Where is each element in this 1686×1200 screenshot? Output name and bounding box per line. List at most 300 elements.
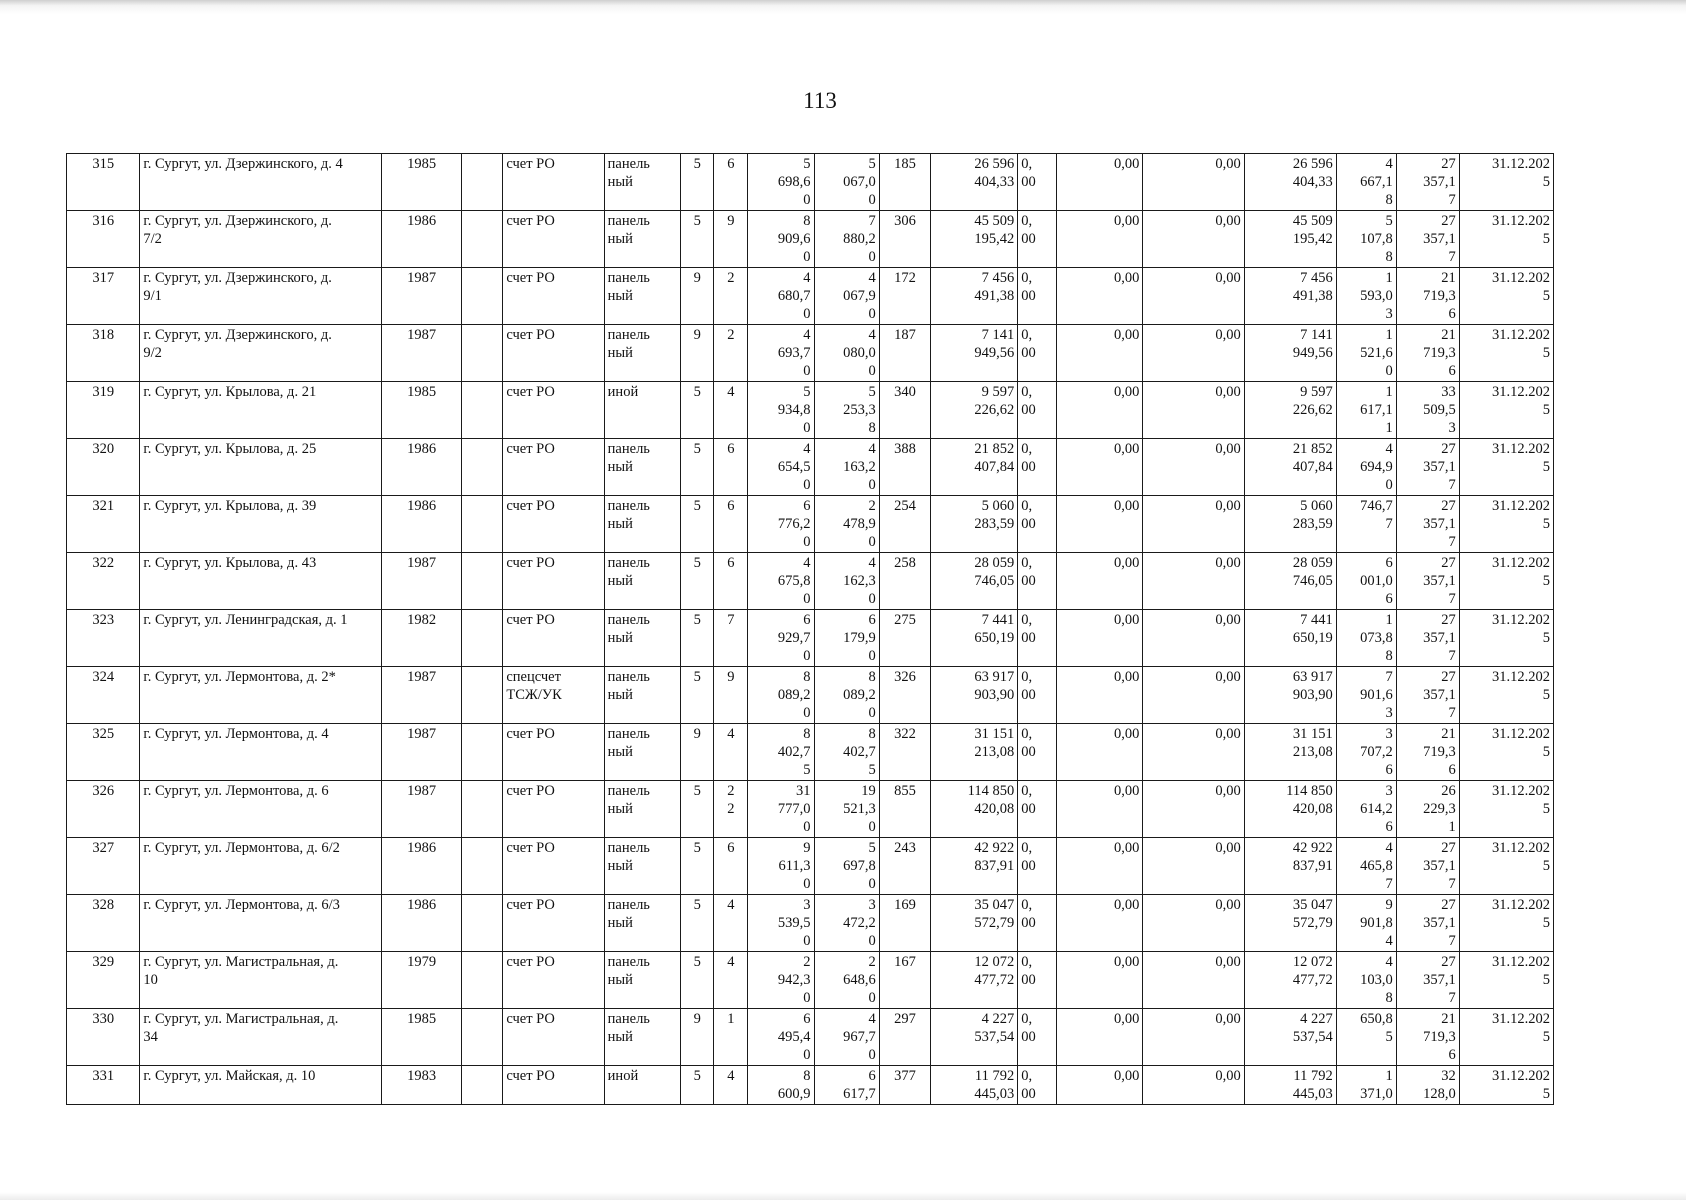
wall-material-cell: панель ный bbox=[604, 325, 681, 382]
empty-cell bbox=[461, 496, 502, 553]
living-area-cell: 4 162,3 0 bbox=[814, 553, 879, 610]
entrances-cell: 6 bbox=[714, 553, 748, 610]
residents-cell: 326 bbox=[879, 667, 931, 724]
year-built-cell: 1987 bbox=[382, 781, 462, 838]
residents-cell: 322 bbox=[879, 724, 931, 781]
repair-cost-cell: 9 597 226,62 bbox=[931, 382, 1018, 439]
table-row bbox=[67, 781, 1554, 838]
total-area-cell: 8 600,9 bbox=[748, 1066, 814, 1105]
entrances-cell: 9 bbox=[714, 667, 748, 724]
fund-account-cell: счет РО bbox=[503, 439, 604, 496]
empty-cell bbox=[461, 667, 502, 724]
empty-cell bbox=[461, 1066, 502, 1105]
floors-cell: 5 bbox=[681, 439, 714, 496]
cost-per-m2-cell: 5 107,8 8 bbox=[1336, 211, 1396, 268]
total-area-cell: 4 675,8 0 bbox=[748, 553, 814, 610]
cost-per-m2-cell: 4 694,9 0 bbox=[1336, 439, 1396, 496]
house-number-cell: 315 bbox=[67, 154, 140, 211]
limit-cost-cell: 33 509,5 3 bbox=[1396, 382, 1459, 439]
cost-per-m2-cell: 4 667,1 8 bbox=[1336, 154, 1396, 211]
total-cost-cell: 11 792 445,03 bbox=[1244, 1066, 1336, 1105]
funding-3-cell: 0,00 bbox=[1143, 1066, 1244, 1105]
limit-cost-cell: 27 357,1 7 bbox=[1396, 154, 1459, 211]
wall-material-cell: панель ный bbox=[604, 724, 681, 781]
funding-1-cell: 0, 00 bbox=[1018, 325, 1056, 382]
total-area-cell: 8 402,7 5 bbox=[748, 724, 814, 781]
deadline-cell: 31.12.202 5 bbox=[1459, 382, 1553, 439]
living-area-cell: 4 067,9 0 bbox=[814, 268, 879, 325]
total-area-cell: 3 539,5 0 bbox=[748, 895, 814, 952]
wall-material-cell: панель ный bbox=[604, 496, 681, 553]
living-area-cell: 4 967,7 0 bbox=[814, 1009, 879, 1066]
year-built-cell: 1985 bbox=[382, 1009, 462, 1066]
living-area-cell: 8 402,7 5 bbox=[814, 724, 879, 781]
house-number-cell: 328 bbox=[67, 895, 140, 952]
cost-per-m2-cell: 6 001,0 6 bbox=[1336, 553, 1396, 610]
cost-per-m2-cell: 4 103,0 8 bbox=[1336, 952, 1396, 1009]
funding-3-cell: 0,00 bbox=[1143, 724, 1244, 781]
funding-1-cell: 0, 00 bbox=[1018, 781, 1056, 838]
funding-3-cell: 0,00 bbox=[1143, 610, 1244, 667]
fund-account-cell: счет РО bbox=[503, 781, 604, 838]
entrances-cell: 2 2 bbox=[714, 781, 748, 838]
deadline-cell: 31.12.202 5 bbox=[1459, 838, 1553, 895]
table-row bbox=[67, 1066, 1554, 1105]
cost-per-m2-cell: 1 521,6 0 bbox=[1336, 325, 1396, 382]
total-area-cell: 31 777,0 0 bbox=[748, 781, 814, 838]
funding-1-cell: 0, 00 bbox=[1018, 667, 1056, 724]
total-area-cell: 4 693,7 0 bbox=[748, 325, 814, 382]
entrances-cell: 4 bbox=[714, 724, 748, 781]
wall-material-cell: панель ный bbox=[604, 952, 681, 1009]
living-area-cell: 5 697,8 0 bbox=[814, 838, 879, 895]
cost-per-m2-cell: 1 073,8 8 bbox=[1336, 610, 1396, 667]
deadline-cell: 31.12.202 5 bbox=[1459, 1066, 1553, 1105]
table-row bbox=[67, 610, 1554, 667]
funding-1-cell: 0, 00 bbox=[1018, 610, 1056, 667]
floors-cell: 5 bbox=[681, 154, 714, 211]
year-built-cell: 1986 bbox=[382, 496, 462, 553]
funding-2-cell: 0,00 bbox=[1056, 952, 1143, 1009]
residents-cell: 243 bbox=[879, 838, 931, 895]
address-cell: г. Сургут, ул. Дзержинского, д. 4 bbox=[140, 154, 382, 211]
table-row bbox=[67, 952, 1554, 1009]
wall-material-cell: панель ный bbox=[604, 781, 681, 838]
living-area-cell: 3 472,2 0 bbox=[814, 895, 879, 952]
address-cell: г. Сургут, ул. Дзержинского, д. 9/2 bbox=[140, 325, 382, 382]
fund-account-cell: счет РО bbox=[503, 610, 604, 667]
entrances-cell: 1 bbox=[714, 1009, 748, 1066]
house-number-cell: 325 bbox=[67, 724, 140, 781]
funding-2-cell: 0,00 bbox=[1056, 268, 1143, 325]
entrances-cell: 6 bbox=[714, 439, 748, 496]
total-cost-cell: 4 227 537,54 bbox=[1244, 1009, 1336, 1066]
floors-cell: 5 bbox=[681, 1066, 714, 1105]
scan-edge-bottom bbox=[0, 1192, 1686, 1200]
total-area-cell: 6 929,7 0 bbox=[748, 610, 814, 667]
funding-1-cell: 0, 00 bbox=[1018, 553, 1056, 610]
year-built-cell: 1987 bbox=[382, 553, 462, 610]
repair-cost-cell: 7 141 949,56 bbox=[931, 325, 1018, 382]
living-area-cell: 2 648,6 0 bbox=[814, 952, 879, 1009]
funding-3-cell: 0,00 bbox=[1143, 952, 1244, 1009]
limit-cost-cell: 27 357,1 7 bbox=[1396, 952, 1459, 1009]
funding-2-cell: 0,00 bbox=[1056, 1009, 1143, 1066]
table-row bbox=[67, 382, 1554, 439]
funding-1-cell: 0, 00 bbox=[1018, 1009, 1056, 1066]
limit-cost-cell: 27 357,1 7 bbox=[1396, 211, 1459, 268]
address-cell: г. Сургут, ул. Дзержинского, д. 7/2 bbox=[140, 211, 382, 268]
repair-cost-cell: 11 792 445,03 bbox=[931, 1066, 1018, 1105]
residents-cell: 172 bbox=[879, 268, 931, 325]
living-area-cell: 5 253,3 8 bbox=[814, 382, 879, 439]
funding-2-cell: 0,00 bbox=[1056, 724, 1143, 781]
house-number-cell: 329 bbox=[67, 952, 140, 1009]
house-number-cell: 321 bbox=[67, 496, 140, 553]
funding-3-cell: 0,00 bbox=[1143, 667, 1244, 724]
repair-cost-cell: 12 072 477,72 bbox=[931, 952, 1018, 1009]
cost-per-m2-cell: 746,7 7 bbox=[1336, 496, 1396, 553]
fund-account-cell: счет РО bbox=[503, 1009, 604, 1066]
year-built-cell: 1986 bbox=[382, 211, 462, 268]
empty-cell bbox=[461, 382, 502, 439]
limit-cost-cell: 27 357,1 7 bbox=[1396, 838, 1459, 895]
residents-cell: 254 bbox=[879, 496, 931, 553]
year-built-cell: 1983 bbox=[382, 1066, 462, 1105]
funding-3-cell: 0,00 bbox=[1143, 154, 1244, 211]
year-built-cell: 1986 bbox=[382, 895, 462, 952]
total-area-cell: 6 776,2 0 bbox=[748, 496, 814, 553]
house-number-cell: 326 bbox=[67, 781, 140, 838]
fund-account-cell: счет РО bbox=[503, 838, 604, 895]
house-number-cell: 323 bbox=[67, 610, 140, 667]
empty-cell bbox=[461, 211, 502, 268]
fund-account-cell: счет РО bbox=[503, 895, 604, 952]
cost-per-m2-cell: 9 901,8 4 bbox=[1336, 895, 1396, 952]
table-row bbox=[67, 838, 1554, 895]
table-row bbox=[67, 325, 1554, 382]
repair-cost-cell: 7 456 491,38 bbox=[931, 268, 1018, 325]
total-area-cell: 8 909,6 0 bbox=[748, 211, 814, 268]
residents-cell: 340 bbox=[879, 382, 931, 439]
empty-cell bbox=[461, 838, 502, 895]
funding-3-cell: 0,00 bbox=[1143, 439, 1244, 496]
fund-account-cell: счет РО bbox=[503, 553, 604, 610]
empty-cell bbox=[461, 325, 502, 382]
funding-1-cell: 0, 00 bbox=[1018, 724, 1056, 781]
entrances-cell: 4 bbox=[714, 1066, 748, 1105]
total-area-cell: 5 698,6 0 bbox=[748, 154, 814, 211]
cost-per-m2-cell: 7 901,6 3 bbox=[1336, 667, 1396, 724]
funding-1-cell: 0, 00 bbox=[1018, 1066, 1056, 1105]
cost-per-m2-cell: 3 707,2 6 bbox=[1336, 724, 1396, 781]
address-cell: г. Сургут, ул. Лермонтова, д. 2* bbox=[140, 667, 382, 724]
house-number-cell: 331 bbox=[67, 1066, 140, 1105]
total-cost-cell: 9 597 226,62 bbox=[1244, 382, 1336, 439]
floors-cell: 5 bbox=[681, 211, 714, 268]
wall-material-cell: панель ный bbox=[604, 895, 681, 952]
year-built-cell: 1985 bbox=[382, 382, 462, 439]
funding-2-cell: 0,00 bbox=[1056, 382, 1143, 439]
empty-cell bbox=[461, 553, 502, 610]
floors-cell: 5 bbox=[681, 667, 714, 724]
repair-cost-cell: 31 151 213,08 bbox=[931, 724, 1018, 781]
limit-cost-cell: 27 357,1 7 bbox=[1396, 496, 1459, 553]
cost-per-m2-cell: 4 465,8 7 bbox=[1336, 838, 1396, 895]
table-row bbox=[67, 439, 1554, 496]
funding-2-cell: 0,00 bbox=[1056, 325, 1143, 382]
funding-3-cell: 0,00 bbox=[1143, 496, 1244, 553]
entrances-cell: 2 bbox=[714, 268, 748, 325]
residents-cell: 377 bbox=[879, 1066, 931, 1105]
entrances-cell: 9 bbox=[714, 211, 748, 268]
funding-3-cell: 0,00 bbox=[1143, 325, 1244, 382]
address-cell: г. Сургут, ул. Дзержинского, д. 9/1 bbox=[140, 268, 382, 325]
residents-cell: 306 bbox=[879, 211, 931, 268]
funding-1-cell: 0, 00 bbox=[1018, 211, 1056, 268]
deadline-cell: 31.12.202 5 bbox=[1459, 1009, 1553, 1066]
address-cell: г. Сургут, ул. Крылова, д. 21 bbox=[140, 382, 382, 439]
funding-2-cell: 0,00 bbox=[1056, 496, 1143, 553]
funding-2-cell: 0,00 bbox=[1056, 838, 1143, 895]
funding-1-cell: 0, 00 bbox=[1018, 268, 1056, 325]
total-area-cell: 8 089,2 0 bbox=[748, 667, 814, 724]
funding-1-cell: 0, 00 bbox=[1018, 895, 1056, 952]
funding-3-cell: 0,00 bbox=[1143, 895, 1244, 952]
page-number: 113 bbox=[803, 88, 837, 113]
table-row bbox=[67, 667, 1554, 724]
wall-material-cell: панель ный bbox=[604, 211, 681, 268]
living-area-cell: 4 163,2 0 bbox=[814, 439, 879, 496]
repair-cost-cell: 45 509 195,42 bbox=[931, 211, 1018, 268]
total-cost-cell: 114 850 420,08 bbox=[1244, 781, 1336, 838]
floors-cell: 5 bbox=[681, 895, 714, 952]
total-cost-cell: 26 596 404,33 bbox=[1244, 154, 1336, 211]
year-built-cell: 1982 bbox=[382, 610, 462, 667]
address-cell: г. Сургут, ул. Магистральная, д. 10 bbox=[140, 952, 382, 1009]
total-cost-cell: 35 047 572,79 bbox=[1244, 895, 1336, 952]
address-cell: г. Сургут, ул. Ленинградская, д. 1 bbox=[140, 610, 382, 667]
living-area-cell: 5 067,0 0 bbox=[814, 154, 879, 211]
repair-cost-cell: 42 922 837,91 bbox=[931, 838, 1018, 895]
deadline-cell: 31.12.202 5 bbox=[1459, 439, 1553, 496]
table-row bbox=[67, 553, 1554, 610]
table-row bbox=[67, 1009, 1554, 1066]
address-cell: г. Сургут, ул. Лермонтова, д. 6/3 bbox=[140, 895, 382, 952]
house-number-cell: 316 bbox=[67, 211, 140, 268]
address-cell: г. Сургут, ул. Майская, д. 10 bbox=[140, 1066, 382, 1105]
total-cost-cell: 28 059 746,05 bbox=[1244, 553, 1336, 610]
year-built-cell: 1987 bbox=[382, 724, 462, 781]
repair-cost-cell: 35 047 572,79 bbox=[931, 895, 1018, 952]
repair-cost-cell: 26 596 404,33 bbox=[931, 154, 1018, 211]
living-area-cell: 4 080,0 0 bbox=[814, 325, 879, 382]
funding-2-cell: 0,00 bbox=[1056, 781, 1143, 838]
funding-2-cell: 0,00 bbox=[1056, 439, 1143, 496]
funding-2-cell: 0,00 bbox=[1056, 610, 1143, 667]
cost-per-m2-cell: 650,8 5 bbox=[1336, 1009, 1396, 1066]
wall-material-cell: иной bbox=[604, 382, 681, 439]
funding-3-cell: 0,00 bbox=[1143, 211, 1244, 268]
total-cost-cell: 12 072 477,72 bbox=[1244, 952, 1336, 1009]
empty-cell bbox=[461, 268, 502, 325]
floors-cell: 5 bbox=[681, 382, 714, 439]
table-row bbox=[67, 724, 1554, 781]
wall-material-cell: иной bbox=[604, 1066, 681, 1105]
residents-cell: 855 bbox=[879, 781, 931, 838]
fund-account-cell: счет РО bbox=[503, 211, 604, 268]
limit-cost-cell: 21 719,3 6 bbox=[1396, 724, 1459, 781]
address-cell: г. Сургут, ул. Лермонтова, д. 6/2 bbox=[140, 838, 382, 895]
funding-1-cell: 0, 00 bbox=[1018, 838, 1056, 895]
funding-1-cell: 0, 00 bbox=[1018, 382, 1056, 439]
fund-account-cell: счет РО bbox=[503, 496, 604, 553]
total-area-cell: 5 934,8 0 bbox=[748, 382, 814, 439]
deadline-cell: 31.12.202 5 bbox=[1459, 610, 1553, 667]
deadline-cell: 31.12.202 5 bbox=[1459, 325, 1553, 382]
house-number-cell: 322 bbox=[67, 553, 140, 610]
residents-cell: 258 bbox=[879, 553, 931, 610]
wall-material-cell: панель ный bbox=[604, 1009, 681, 1066]
living-area-cell: 19 521,3 0 bbox=[814, 781, 879, 838]
deadline-cell: 31.12.202 5 bbox=[1459, 895, 1553, 952]
house-number-cell: 319 bbox=[67, 382, 140, 439]
fund-account-cell: счет РО bbox=[503, 325, 604, 382]
entrances-cell: 6 bbox=[714, 154, 748, 211]
address-cell: г. Сургут, ул. Лермонтова, д. 4 bbox=[140, 724, 382, 781]
funding-3-cell: 0,00 bbox=[1143, 838, 1244, 895]
deadline-cell: 31.12.202 5 bbox=[1459, 211, 1553, 268]
wall-material-cell: панель ный bbox=[604, 610, 681, 667]
repair-cost-cell: 4 227 537,54 bbox=[931, 1009, 1018, 1066]
floors-cell: 5 bbox=[681, 610, 714, 667]
floors-cell: 5 bbox=[681, 952, 714, 1009]
year-built-cell: 1979 bbox=[382, 952, 462, 1009]
scan-edge-top bbox=[0, 0, 1686, 14]
wall-material-cell: панель ный bbox=[604, 154, 681, 211]
address-cell: г. Сургут, ул. Магистральная, д. 34 bbox=[140, 1009, 382, 1066]
entrances-cell: 6 bbox=[714, 496, 748, 553]
limit-cost-cell: 27 357,1 7 bbox=[1396, 667, 1459, 724]
funding-1-cell: 0, 00 bbox=[1018, 154, 1056, 211]
cost-per-m2-cell: 3 614,2 6 bbox=[1336, 781, 1396, 838]
cost-per-m2-cell: 1 617,1 1 bbox=[1336, 382, 1396, 439]
living-area-cell: 8 089,2 0 bbox=[814, 667, 879, 724]
wall-material-cell: панель ный bbox=[604, 553, 681, 610]
house-number-cell: 318 bbox=[67, 325, 140, 382]
empty-cell bbox=[461, 952, 502, 1009]
total-cost-cell: 63 917 903,90 bbox=[1244, 667, 1336, 724]
funding-1-cell: 0, 00 bbox=[1018, 439, 1056, 496]
empty-cell bbox=[461, 724, 502, 781]
deadline-cell: 31.12.202 5 bbox=[1459, 154, 1553, 211]
funding-2-cell: 0,00 bbox=[1056, 895, 1143, 952]
entrances-cell: 6 bbox=[714, 838, 748, 895]
year-built-cell: 1987 bbox=[382, 667, 462, 724]
address-cell: г. Сургут, ул. Крылова, д. 43 bbox=[140, 553, 382, 610]
year-built-cell: 1987 bbox=[382, 268, 462, 325]
total-area-cell: 9 611,3 0 bbox=[748, 838, 814, 895]
funding-2-cell: 0,00 bbox=[1056, 1066, 1143, 1105]
house-number-cell: 324 bbox=[67, 667, 140, 724]
limit-cost-cell: 26 229,3 1 bbox=[1396, 781, 1459, 838]
repair-cost-cell: 21 852 407,84 bbox=[931, 439, 1018, 496]
year-built-cell: 1985 bbox=[382, 154, 462, 211]
repair-cost-cell: 28 059 746,05 bbox=[931, 553, 1018, 610]
table-body bbox=[67, 154, 1554, 1105]
empty-cell bbox=[461, 781, 502, 838]
total-cost-cell: 42 922 837,91 bbox=[1244, 838, 1336, 895]
funding-2-cell: 0,00 bbox=[1056, 211, 1143, 268]
empty-cell bbox=[461, 610, 502, 667]
living-area-cell: 7 880,2 0 bbox=[814, 211, 879, 268]
floors-cell: 9 bbox=[681, 724, 714, 781]
house-number-cell: 317 bbox=[67, 268, 140, 325]
fund-account-cell: счет РО bbox=[503, 1066, 604, 1105]
total-area-cell: 2 942,3 0 bbox=[748, 952, 814, 1009]
fund-account-cell: счет РО bbox=[503, 382, 604, 439]
housing-registry-table bbox=[66, 153, 1554, 1105]
cost-per-m2-cell: 1 593,0 3 bbox=[1336, 268, 1396, 325]
floors-cell: 9 bbox=[681, 1009, 714, 1066]
floors-cell: 5 bbox=[681, 781, 714, 838]
total-area-cell: 4 680,7 0 bbox=[748, 268, 814, 325]
funding-2-cell: 0,00 bbox=[1056, 667, 1143, 724]
total-cost-cell: 31 151 213,08 bbox=[1244, 724, 1336, 781]
year-built-cell: 1987 bbox=[382, 325, 462, 382]
table-row bbox=[67, 895, 1554, 952]
house-number-cell: 330 bbox=[67, 1009, 140, 1066]
residents-cell: 388 bbox=[879, 439, 931, 496]
repair-cost-cell: 7 441 650,19 bbox=[931, 610, 1018, 667]
living-area-cell: 6 179,9 0 bbox=[814, 610, 879, 667]
wall-material-cell: панель ный bbox=[604, 838, 681, 895]
limit-cost-cell: 21 719,3 6 bbox=[1396, 325, 1459, 382]
funding-1-cell: 0, 00 bbox=[1018, 952, 1056, 1009]
funding-3-cell: 0,00 bbox=[1143, 1009, 1244, 1066]
limit-cost-cell: 27 357,1 7 bbox=[1396, 439, 1459, 496]
limit-cost-cell: 27 357,1 7 bbox=[1396, 895, 1459, 952]
total-area-cell: 6 495,4 0 bbox=[748, 1009, 814, 1066]
limit-cost-cell: 27 357,1 7 bbox=[1396, 610, 1459, 667]
total-cost-cell: 7 441 650,19 bbox=[1244, 610, 1336, 667]
wall-material-cell: панель ный bbox=[604, 667, 681, 724]
deadline-cell: 31.12.202 5 bbox=[1459, 724, 1553, 781]
fund-account-cell: счет РО bbox=[503, 154, 604, 211]
fund-account-cell: счет РО bbox=[503, 952, 604, 1009]
fund-account-cell: счет РО bbox=[503, 268, 604, 325]
limit-cost-cell: 32 128,0 bbox=[1396, 1066, 1459, 1105]
house-number-cell: 320 bbox=[67, 439, 140, 496]
fund-account-cell: счет РО bbox=[503, 724, 604, 781]
residents-cell: 169 bbox=[879, 895, 931, 952]
living-area-cell: 6 617,7 bbox=[814, 1066, 879, 1105]
funding-3-cell: 0,00 bbox=[1143, 553, 1244, 610]
entrances-cell: 4 bbox=[714, 952, 748, 1009]
wall-material-cell: панель ный bbox=[604, 268, 681, 325]
residents-cell: 185 bbox=[879, 154, 931, 211]
total-cost-cell: 7 456 491,38 bbox=[1244, 268, 1336, 325]
residents-cell: 297 bbox=[879, 1009, 931, 1066]
empty-cell bbox=[461, 154, 502, 211]
entrances-cell: 2 bbox=[714, 325, 748, 382]
floors-cell: 5 bbox=[681, 496, 714, 553]
empty-cell bbox=[461, 1009, 502, 1066]
residents-cell: 275 bbox=[879, 610, 931, 667]
total-area-cell: 4 654,5 0 bbox=[748, 439, 814, 496]
table-row bbox=[67, 154, 1554, 211]
year-built-cell: 1986 bbox=[382, 439, 462, 496]
